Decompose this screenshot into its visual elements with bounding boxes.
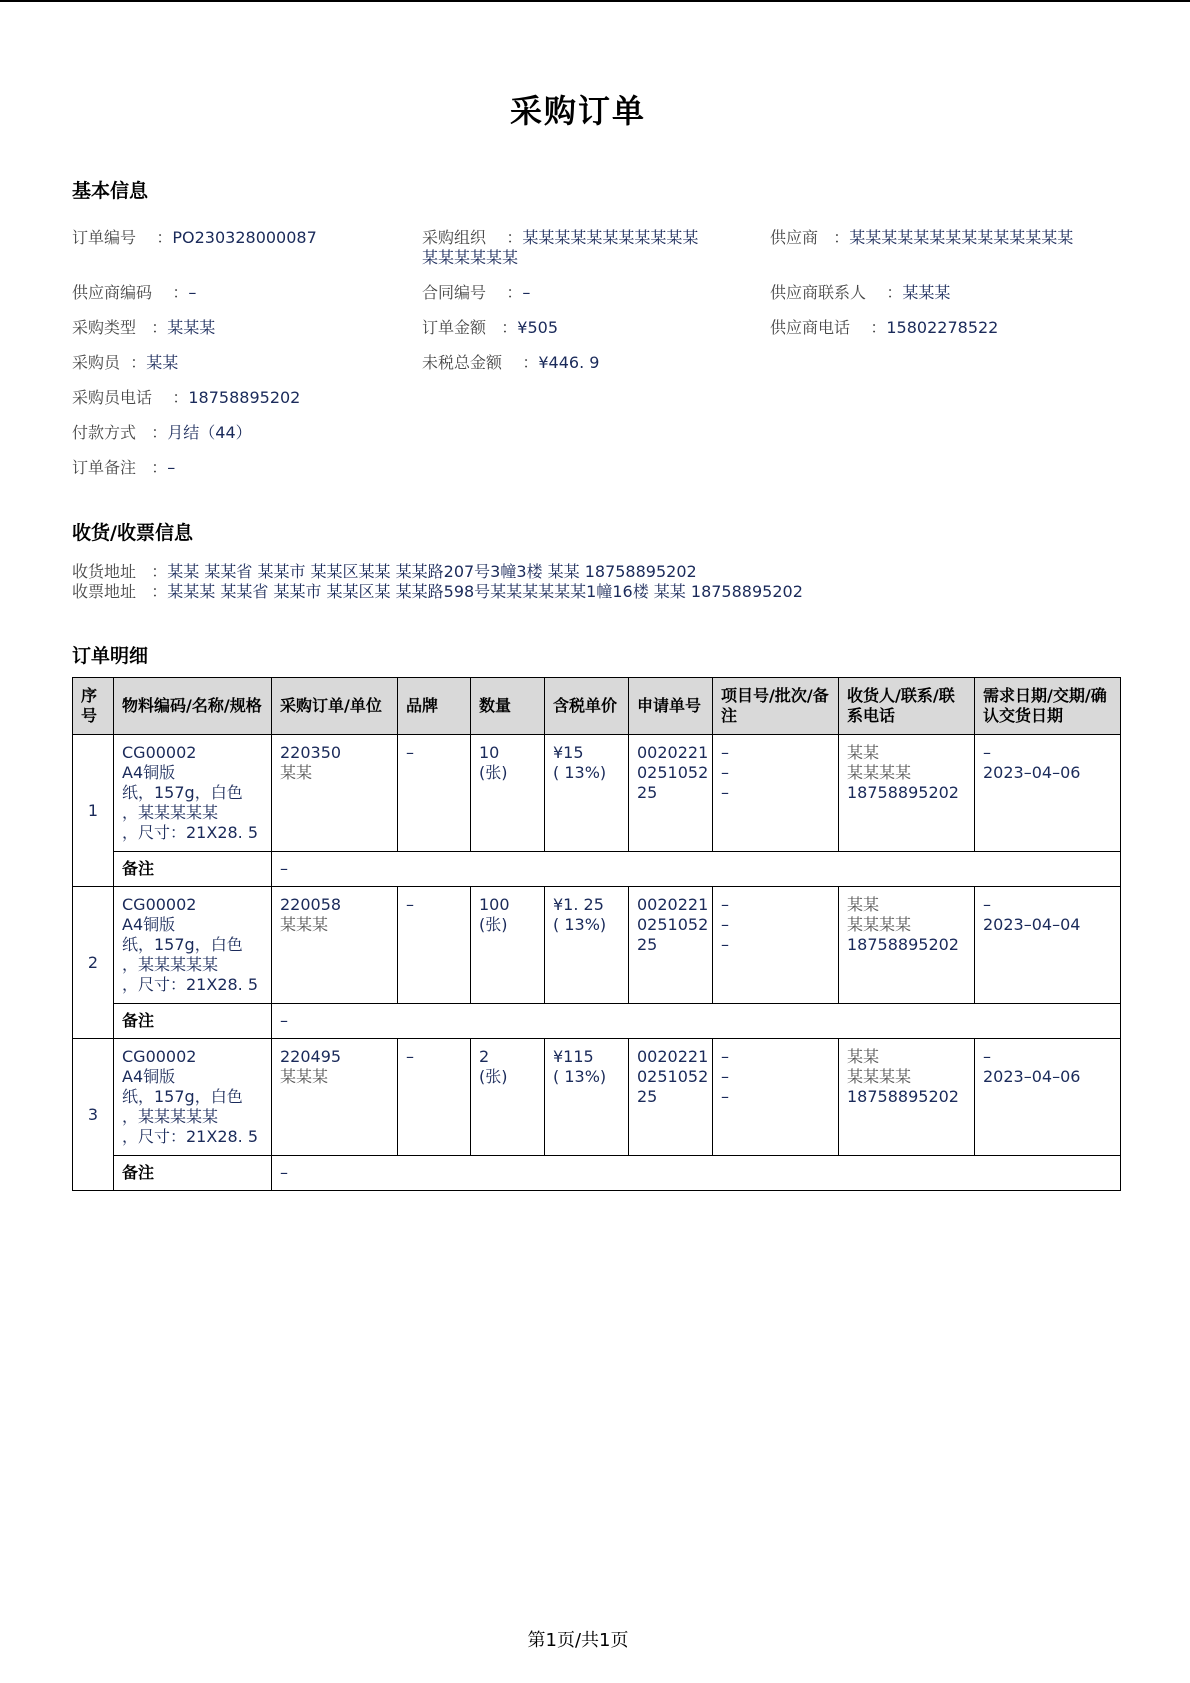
header-dates: 需求日期/交期/确认交货日期 (975, 678, 1121, 735)
order-amount-field: 订单金额 ：¥505 (422, 318, 559, 337)
supplier-contact-field: 供应商联系人 ：某某某 (770, 283, 951, 302)
untaxed-total-field: 未税总金额 ：¥446. 9 (422, 353, 600, 372)
dates-cell: – 2023–04–04 (975, 887, 1121, 1004)
order-remark-field: 订单备注 ：– (72, 458, 176, 477)
header-price: 含税单价 (545, 678, 629, 735)
material-cell: CG00002 A4铜版 纸，157g，白色 ，某某某某某 ，尺寸：21X28. 5 (114, 735, 272, 852)
contract-number-field: 合同编号 ：– (422, 283, 531, 302)
brand-cell: – (398, 735, 471, 852)
table-row (73, 1039, 1121, 1156)
row-index: 1 (73, 735, 114, 887)
document-title: 采购订单 (509, 92, 646, 130)
header-project: 项目号/批次/备注 (713, 678, 839, 735)
brand-cell: – (398, 887, 471, 1004)
row-index: 3 (73, 1039, 114, 1191)
quantity-cell: 10 (张) (471, 735, 545, 852)
note-value: – (272, 1156, 1121, 1191)
price-cell: ¥115 ( 13%) (545, 1039, 629, 1156)
request-no-cell: 0020221 0251052 25 (629, 887, 713, 1004)
order-number-field: 订单编号 ：PO230328000087 (72, 228, 317, 247)
material-cell: CG00002 A4铜版 纸，157g，白色 ，某某某某某 ，尺寸：21X28. 5 (114, 1039, 272, 1156)
material-cell: CG00002 A4铜版 纸，157g，白色 ，某某某某某 ，尺寸：21X28. 5 (114, 887, 272, 1004)
table-header-row (73, 678, 1121, 735)
invoice-address: 收票地址 ：某某某 某某省 某某市 某某区某 某某路598号某某某某某某1幢16楼 某某 18758895202 (72, 582, 803, 601)
basic-info-section-title: 基本信息 (72, 180, 149, 202)
quantity-cell: 100 (张) (471, 887, 545, 1004)
header-order-unit: 采购订单/单位 (272, 678, 398, 735)
header-material: 物料编码/名称/规格 (114, 678, 272, 735)
address-section-title: 收货/收票信息 (72, 522, 193, 544)
order-unit-cell: 220350 某某 (272, 735, 398, 852)
header-receiver: 收货人/联系/联系电话 (839, 678, 975, 735)
price-cell: ¥15 ( 13%) (545, 735, 629, 852)
dates-cell: – 2023–04–06 (975, 1039, 1121, 1156)
note-label: 备注 (114, 1004, 272, 1039)
purchasing-org-field: 采购组织 ：某某某某某某某某某某某某某某某某某 (422, 228, 699, 267)
supplier-code-field: 供应商编码 ：– (72, 283, 197, 302)
receiver-cell: 某某 某某某某 18758895202 (839, 735, 975, 852)
buyer-phone-field: 采购员电话 ：18758895202 (72, 388, 301, 407)
page-number-footer: 第1页/共1页 (527, 1630, 629, 1651)
table-row (73, 887, 1121, 1004)
order-items-table (72, 677, 1121, 1191)
note-label: 备注 (114, 852, 272, 887)
top-border-rule (0, 0, 1190, 2)
note-value: – (272, 852, 1121, 887)
supplier-field: 供应商 ：某某某某某某某某某某某某某某 (770, 228, 1074, 247)
receiver-cell: 某某 某某某某 18758895202 (839, 1039, 975, 1156)
header-quantity: 数量 (471, 678, 545, 735)
note-label: 备注 (114, 1156, 272, 1191)
header-request-no: 申请单号 (629, 678, 713, 735)
request-no-cell: 0020221 0251052 25 (629, 1039, 713, 1156)
project-cell: – – – (713, 735, 839, 852)
receiver-cell: 某某 某某某某 18758895202 (839, 887, 975, 1004)
header-brand: 品牌 (398, 678, 471, 735)
payment-method-field: 付款方式 ：月结（44） (72, 423, 252, 442)
order-unit-cell: 220058 某某某 (272, 887, 398, 1004)
dates-cell: – 2023–04–06 (975, 735, 1121, 852)
table-note-row (73, 852, 1121, 887)
price-cell: ¥1. 25 ( 13%) (545, 887, 629, 1004)
supplier-phone-field: 供应商电话 ：15802278522 (770, 318, 999, 337)
table-note-row (73, 1004, 1121, 1039)
project-cell: – – – (713, 887, 839, 1004)
buyer-field: 采购员 ：某某 (72, 353, 179, 372)
delivery-address: 收货地址 ：某某 某某省 某某市 某某区某某 某某路207号3幢3楼 某某 18758895202 (72, 562, 697, 581)
row-index: 2 (73, 887, 114, 1039)
table-row (73, 735, 1121, 852)
quantity-cell: 2 (张) (471, 1039, 545, 1156)
header-index: 序号 (73, 678, 114, 735)
project-cell: – – – (713, 1039, 839, 1156)
table-note-row (73, 1156, 1121, 1191)
order-details-section-title: 订单明细 (72, 645, 149, 667)
purchase-type-field: 采购类型 ：某某某 (72, 318, 216, 337)
brand-cell: – (398, 1039, 471, 1156)
request-no-cell: 0020221 0251052 25 (629, 735, 713, 852)
order-unit-cell: 220495 某某某 (272, 1039, 398, 1156)
note-value: – (272, 1004, 1121, 1039)
